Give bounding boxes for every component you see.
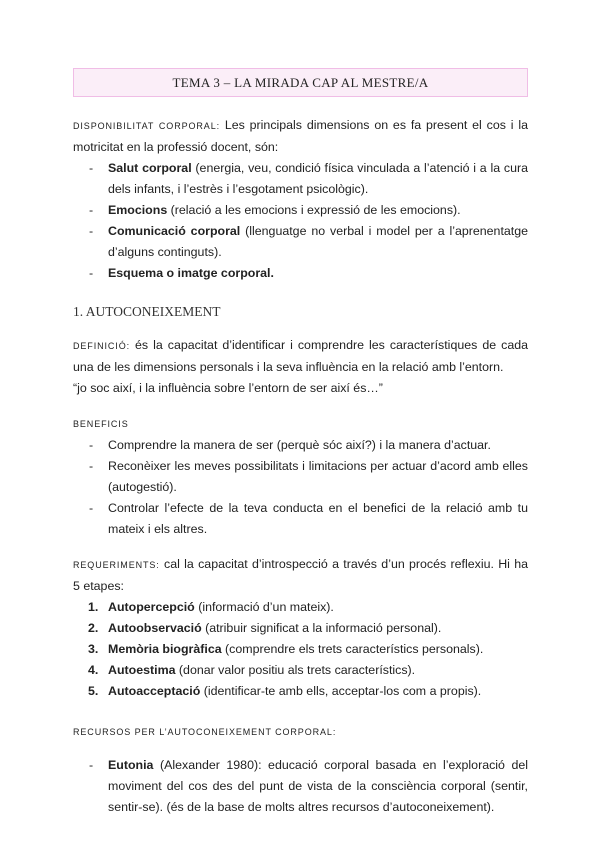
item-text: (Alexander 1980): educació corporal basada en l’exploració del moviment del cos des del punt de vista de la consciència corporal (sentir, sentir-se). (és de la base de molts altres recursos d’autoconeixement). (108, 758, 528, 814)
list-item (73, 660, 528, 681)
item-bold: Esquema o imatge corporal. (108, 266, 274, 280)
step-number: 4. (88, 663, 99, 677)
item-bold: Emocions (108, 203, 168, 217)
list-item (73, 435, 528, 456)
dash-marker: - (89, 501, 94, 515)
list-item (73, 498, 528, 540)
requeriments-text: cal la capacitat d’introspecció a través d’un procés reflexiu. Hi ha 5 etapes: (73, 557, 528, 593)
item-bold: Autoacceptació (108, 684, 201, 698)
item-text: Comprendre la manera de ser (perquè sóc així?) i la manera d’actuar. (108, 438, 491, 452)
list-item (73, 597, 528, 618)
step-number: 1. (88, 600, 99, 614)
list-item (73, 639, 528, 660)
requeriments-paragraph (73, 554, 528, 597)
step-number: 2. (88, 621, 99, 635)
recursos-list (73, 755, 528, 818)
title-box (73, 68, 528, 97)
item-text: (identificar-te amb ells, acceptar-los com a propis). (200, 684, 482, 698)
section-heading: 1. AUTOCONEIXEMENT (73, 304, 221, 319)
definicio-text: és la capacitat d’identificar i comprendre les característiques de cada una de les dimensions personals i la seva influència en la relació amb l’entorn. (73, 338, 528, 374)
page-title: TEMA 3 – LA MIRADA CAP AL MESTRE/A (172, 74, 429, 90)
item-bold: Comunicació corporal (108, 224, 241, 238)
disponibilitat-list (73, 158, 528, 284)
item-text: (comprendre els trets característics personals). (221, 642, 484, 656)
item-text: Controlar l’efecte de la teva conducta en el benefici de la relació amb tu mateix i els altres. (108, 501, 528, 536)
disponibilitat-text: Les principals dimensions on es fa present el cos i la motricitat en la professió docent, són: (73, 118, 528, 154)
list-item (73, 263, 528, 284)
dash-marker: - (89, 266, 94, 280)
list-item (73, 200, 528, 221)
document-page (73, 68, 528, 818)
item-text: (donar valor positiu als trets característics). (175, 663, 416, 677)
disponibilitat-paragraph (73, 115, 528, 158)
item-text: (energia, veu, condició física vinculada a l’atenció i a la cura dels infants, i l’estrès i l’esgotament psicològic). (108, 161, 529, 196)
item-bold: Autoobservació (108, 621, 202, 635)
disponibilitat-label: DISPONIBILITAT CORPORAL: (73, 121, 221, 131)
recursos-label: RECURSOS PER L’AUTOCONEIXEMENT CORPORAL: (73, 727, 337, 737)
dash-marker: - (89, 161, 94, 175)
item-text: (relació a les emocions i expressió de les emocions). (167, 203, 461, 217)
definicio-paragraph (73, 335, 528, 378)
dash-marker: - (89, 203, 94, 217)
list-item (73, 221, 528, 263)
beneficis-label: BENEFICIS (73, 419, 129, 429)
item-bold: Autopercepció (108, 600, 195, 614)
step-number: 5. (88, 684, 99, 698)
item-text: (llenguatge no verbal i model per a l’aprenentatge d’alguns continguts). (108, 224, 528, 259)
definicio-quote: “jo soc així, i la influència sobre l’entorn de ser així és…” (73, 381, 383, 395)
list-item (73, 755, 528, 818)
definicio-label: DEFINICIÓ: (73, 341, 131, 351)
item-bold: Eutonia (108, 758, 154, 772)
item-bold: Salut corporal (108, 161, 192, 175)
item-bold: Autoestima (108, 663, 176, 677)
dash-marker: - (89, 758, 94, 772)
list-item (73, 158, 528, 200)
list-item (73, 618, 528, 639)
item-text: (atribuir significat a la informació personal). (201, 621, 442, 635)
dash-marker: - (89, 224, 94, 238)
beneficis-list (73, 435, 528, 540)
item-text: Reconèixer les meves possibilitats i limitacions per actuar d’acord amb elles (autogestió). (108, 459, 528, 494)
requeriments-label: REQUERIMENTS: (73, 560, 160, 570)
dash-marker: - (89, 459, 94, 473)
step-number: 3. (88, 642, 99, 656)
list-item (73, 681, 528, 702)
item-text: (informació d’un mateix). (194, 600, 334, 614)
list-item (73, 456, 528, 498)
requeriments-steps (73, 597, 528, 702)
item-bold: Memòria biogràfica (108, 642, 222, 656)
dash-marker: - (89, 438, 94, 452)
